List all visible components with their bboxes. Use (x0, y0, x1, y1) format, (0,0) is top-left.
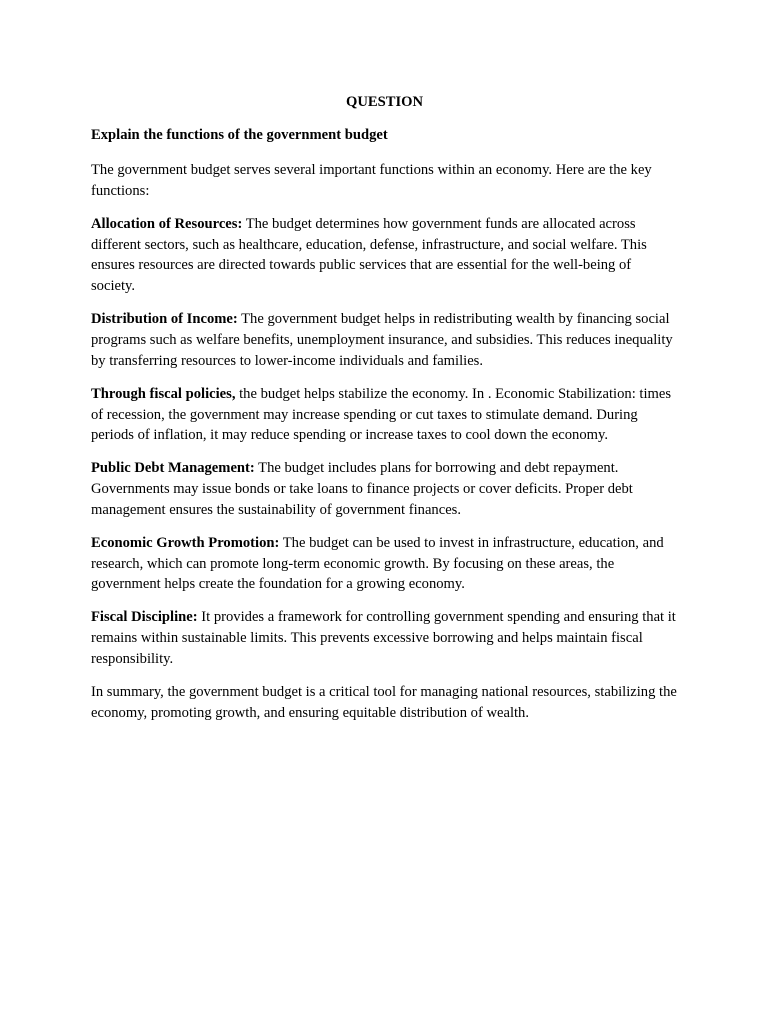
intro-paragraph: The government budget serves several important functions within an economy. Here are the key functions: (91, 162, 652, 199)
section-public-debt-management (91, 458, 678, 520)
section-text: The budget determines how government funds are allocated across different sectors, such as healthcare, education, defense, infrastructure, and social welfare. This ensures resources are directed towards public services that are essential for the well-being of society. (91, 215, 647, 295)
summary-paragraph: In summary, the government budget is a critical tool for managing national resources, stabilizing the economy, promoting growth, and ensuring equitable distribution of wealth. (91, 684, 677, 721)
section-allocation-of-resources (91, 214, 678, 297)
section-text: the budget helps stabilize the economy. In . Economic Stabilization: times of recession, the government may increase spending or cut taxes to stimulate demand. During periods of inflation, it may reduce spending or increase taxes to cool down the economy. (91, 385, 672, 444)
section-title: Economic Growth Promotion: (91, 534, 280, 551)
question-text: Explain the functions of the government budget (91, 127, 388, 143)
section-title: Distribution of Income: (91, 311, 238, 328)
section-text: The government budget helps in redistributing wealth by financing social programs such as welfare benefits, unemployment insurance, and subsidies. This reduces inequality by transferring resources to lower-income individuals and families. (91, 311, 673, 369)
section-economic-growth-promotion (91, 533, 678, 595)
section-text: The budget can be used to invest in infrastructure, education, and research, which can promote long-term economic growth. By focusing on these areas, the government helps create the foundation for a growing economy. (91, 534, 664, 593)
section-text: The budget includes plans for borrowing and debt repayment. Governments may issue bonds or take loans to finance projects or cover deficits. Proper debt management ensures the sustainability of government finances. (91, 460, 633, 518)
section-fiscal-policies (91, 384, 678, 446)
section-title: Through fiscal policies, (91, 385, 236, 402)
section-distribution-of-income (91, 309, 678, 371)
section-fiscal-discipline (91, 607, 678, 669)
document-heading: QUESTION (345, 94, 424, 110)
section-title: Public Debt Management: (91, 460, 255, 477)
section-title: Allocation of Resources: (91, 215, 243, 232)
section-title: Fiscal Discipline: (91, 609, 198, 626)
section-text: It provides a framework for controlling government spending and ensuring that it remains within sustainable limits. This prevents excessive borrowing and helps maintain fiscal responsibility. (91, 609, 676, 668)
